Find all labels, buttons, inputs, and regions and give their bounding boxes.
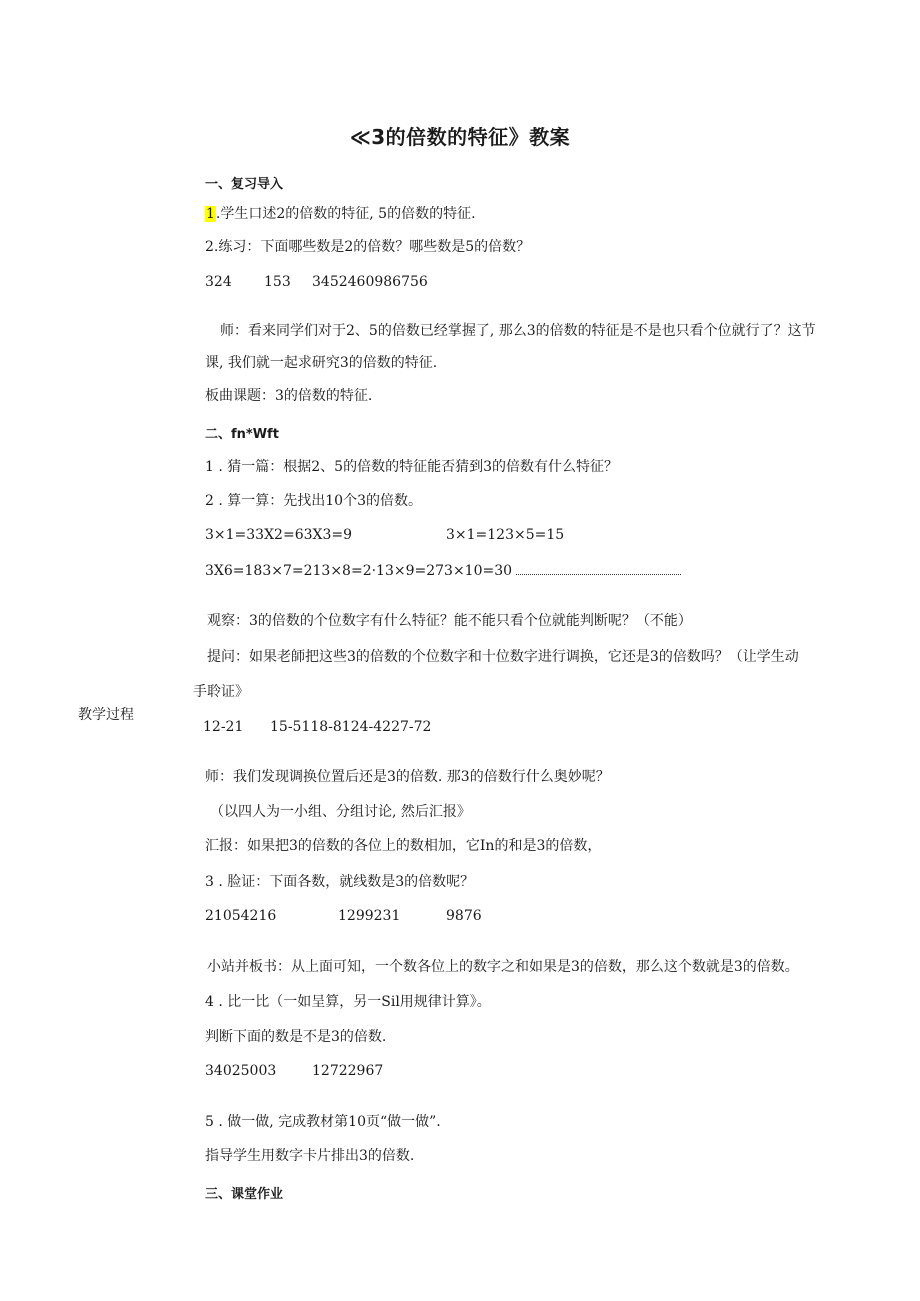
teacher-line-cont: 课, 我们就一起求研究3的倍数的特征. [205, 355, 438, 371]
verify-number: 21054216 [205, 908, 277, 924]
summary-line: 小站并板书：从上面可知，一个数各位上的数字之和如果是3的倍数，那么这个数就是3的倍数。 [207, 959, 799, 975]
exercise-number: 3452460986756 [312, 274, 428, 290]
report-line: 汇报：如果把3的倍数的各位上的数相加，它In的和是3的倍数， [205, 838, 602, 854]
judge-line: 判断下面的数是不是3的倍数. [205, 1029, 387, 1045]
verify-number: 1299231 [338, 908, 401, 924]
board-topic: 板曲课题：3的倍数的特征. [205, 388, 373, 404]
question-line-cont: 手聆证》 [193, 684, 249, 700]
step-2: 2 . 算一算：先找出10个3的倍数。 [205, 493, 422, 509]
section-heading-homework: 三、课堂作业 [205, 1187, 284, 1202]
step-5: 5 . 做一做, 完成教材第10页“做一做”. [205, 1114, 441, 1130]
guide-line: 指导学生用数字卡片排出3的倍数. [205, 1148, 415, 1164]
dotted-leader [516, 565, 681, 575]
calc-line: 3×1=123×5=15 [446, 527, 565, 543]
step-4: 4 . 比一比（一如呈算，另一Sil用规律计算》。 [205, 994, 491, 1010]
review-item-1 [205, 203, 476, 223]
calc-line-2-text: 3X6=183×7=213×8=2·13×9=273×10=30 [205, 563, 513, 579]
exercise-number: 324 [205, 274, 232, 290]
judge-number: 34025003 [205, 1063, 277, 1079]
step-1: 1 . 猜一篇：根据2、5的倍数的特征能否猜到3的倍数有什么特征？ [205, 459, 618, 475]
swap-example: 15-5118-8124-4227-72 [270, 719, 432, 735]
observation-line: 观察：3的倍数的个位数字有什么特征？能不能只看个位就能判断呢？（不能） [207, 613, 692, 629]
calc-line: 3×1=33X2=63X3=9 [205, 527, 353, 543]
review-item-1-text: .学生口述2的倍数的特征, 5的倍数的特征. [215, 206, 476, 222]
group-discussion: （以四人为一小组、分组讨论, 然后汇报》 [210, 804, 471, 820]
highlight-marker: 1 [206, 206, 215, 222]
step-3: 3 . 脸证：下面各数，就线数是3的倍数呢？ [205, 874, 475, 890]
side-label: 教学过程 [78, 707, 134, 723]
document-title: ≪3的倍数的特征》教案 [349, 125, 571, 149]
exercise-number: 153 [264, 274, 291, 290]
teacher-line: 师：看来同学们对于2、5的倍数已经掌握了, 那么3的倍数的特征是不是也只看个位就行了？这节 [220, 323, 816, 339]
section-heading-review: 一、复习导入 [205, 177, 284, 192]
verify-number: 9876 [446, 908, 482, 924]
calc-line-2 [205, 563, 681, 579]
review-item-2: 2.练习：下面哪些数是2的倍数？哪些数是5的倍数？ [205, 239, 531, 255]
judge-number: 12722967 [312, 1063, 384, 1079]
section-heading-new: 二、fn*Wft [205, 427, 279, 442]
swap-example: 12-21 [203, 719, 244, 735]
question-line: 提问：如果老師把这些3的倍数的个位数字和十位数字进行调换，它还是3的倍数吗？（让学生动 [207, 649, 799, 665]
teacher-line: 师：我们发现调换位置后还是3的倍数. 那3的倍数行什么奥妙呢？ [205, 769, 610, 785]
